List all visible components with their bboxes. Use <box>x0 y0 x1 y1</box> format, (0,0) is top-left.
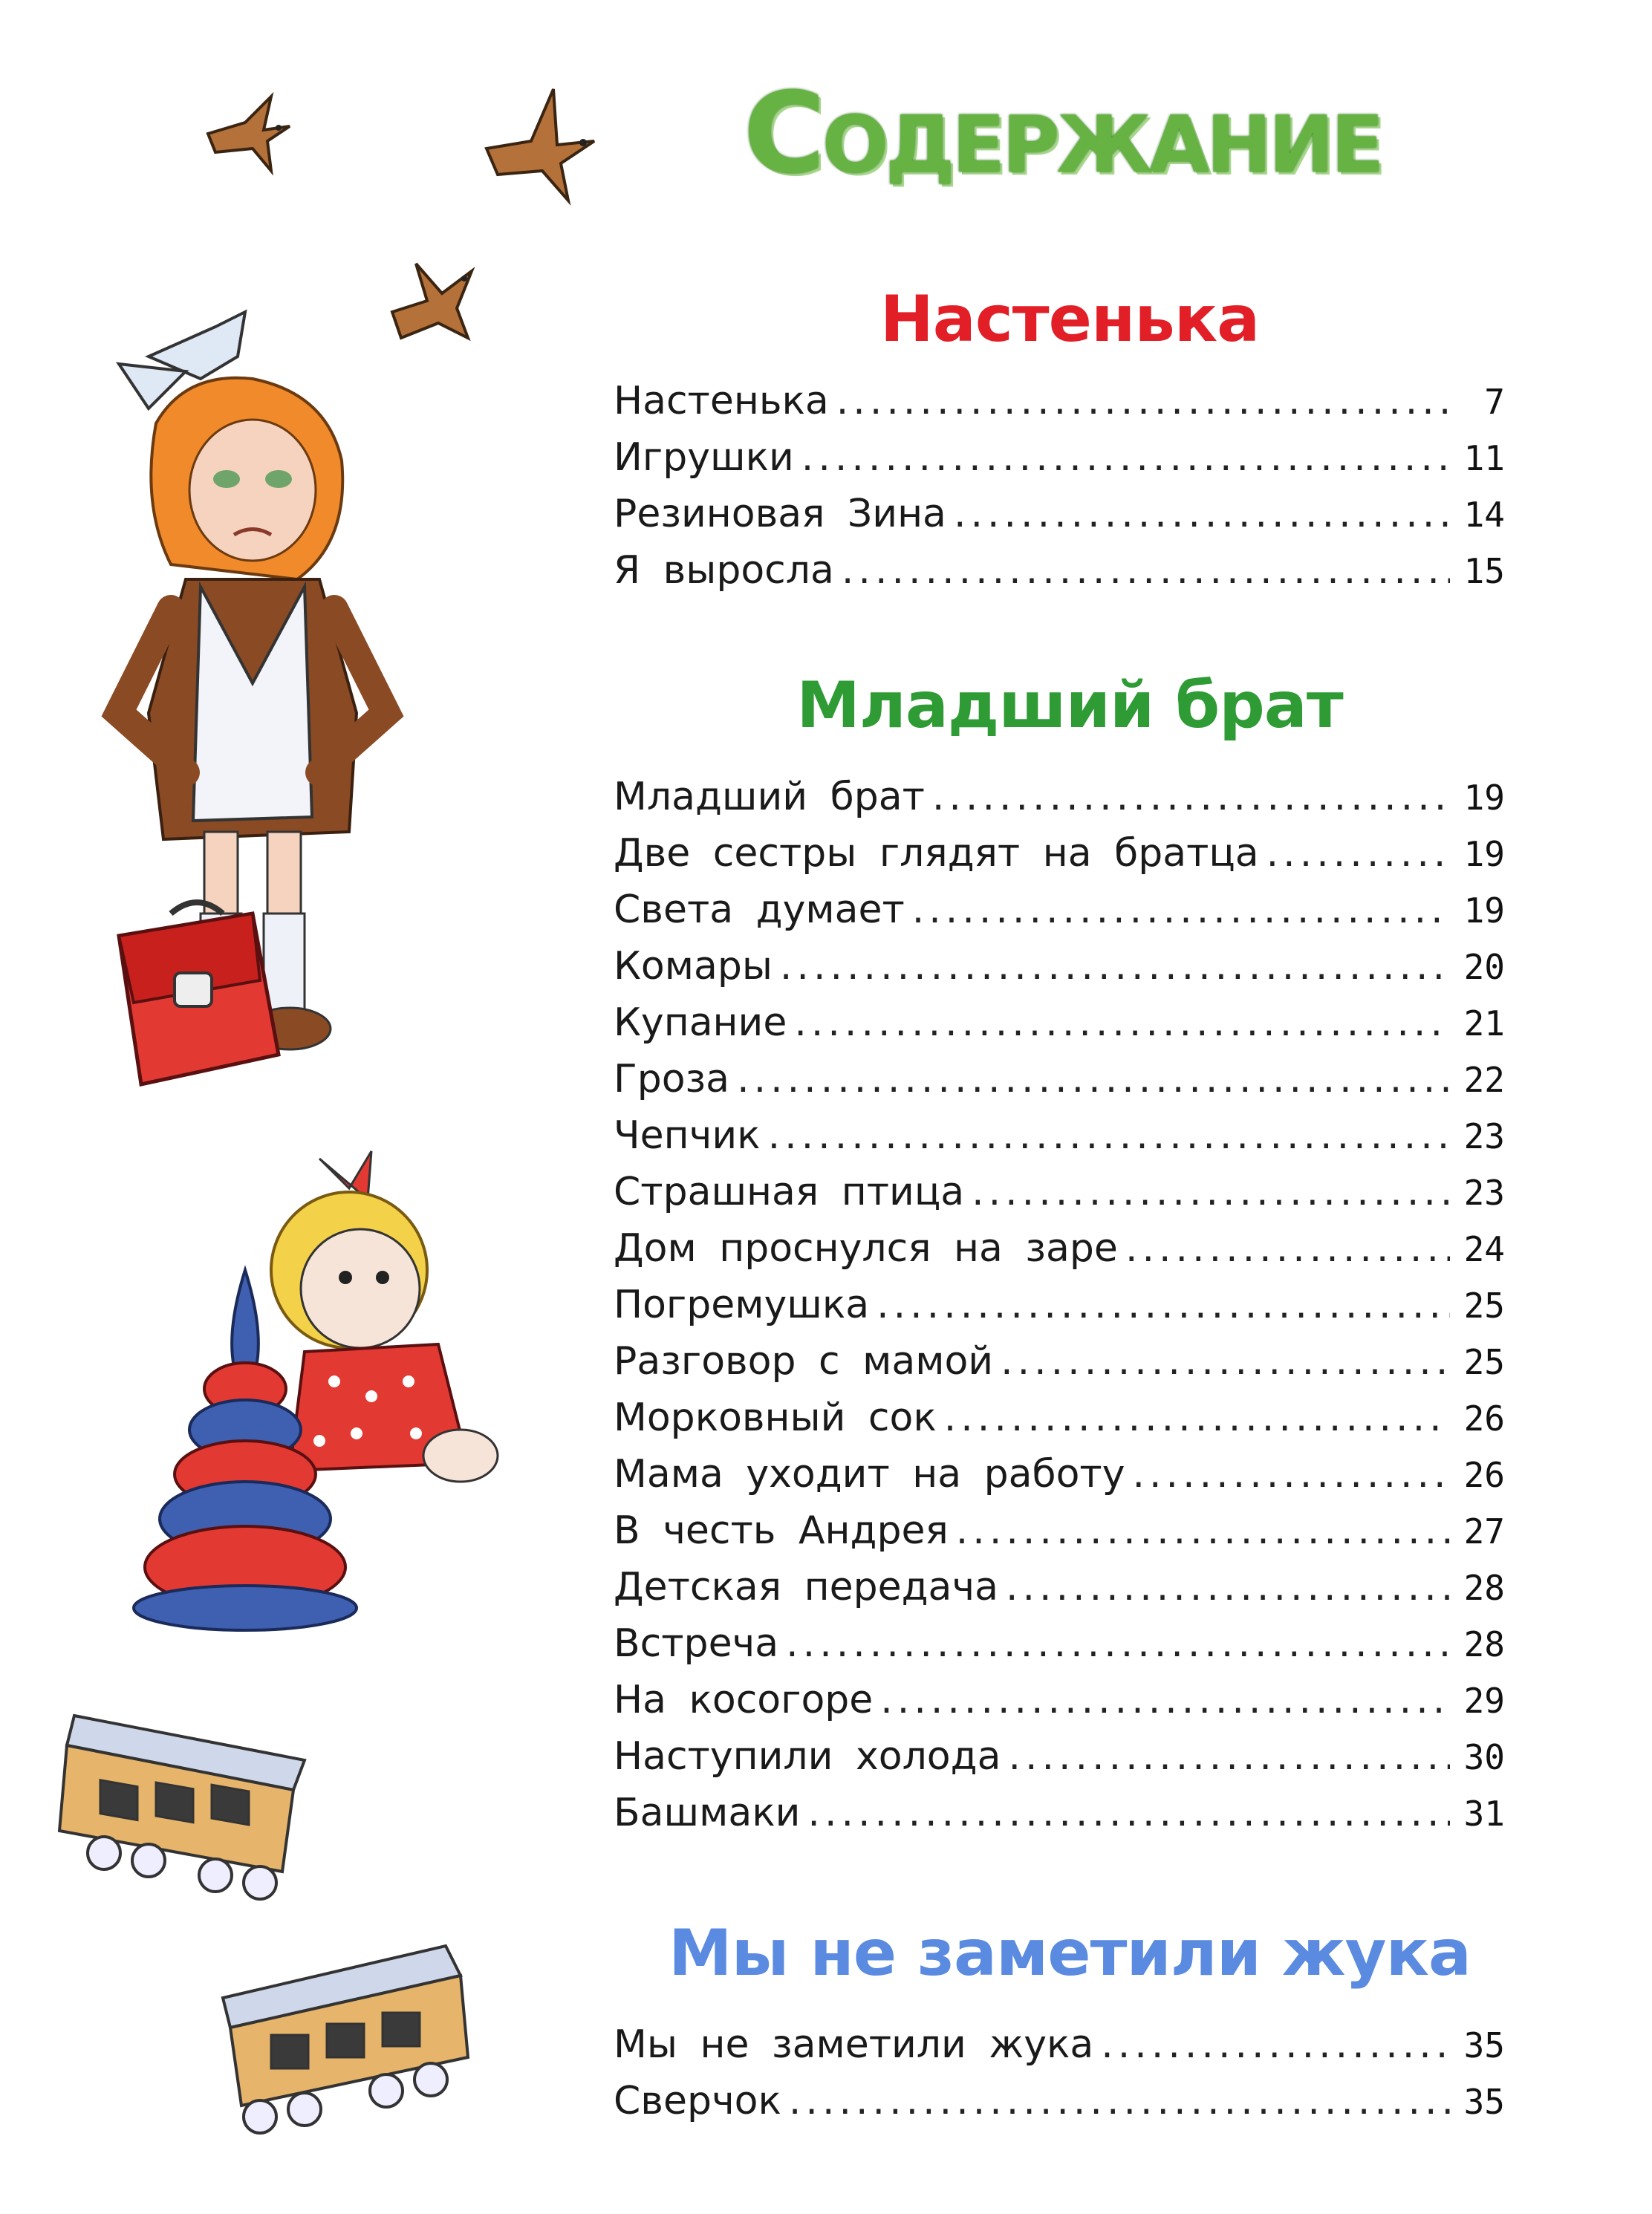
entry-page-number: 19 <box>1463 834 1505 874</box>
toc-entry[interactable] <box>614 1728 1505 1785</box>
dot-leader <box>1101 2016 1450 2073</box>
entry-page-number: 27 <box>1463 1511 1505 1552</box>
dot-leader <box>880 1672 1450 1728</box>
dot-leader <box>842 542 1450 599</box>
entry-page-number: 23 <box>1463 1116 1505 1156</box>
section-heading-nastenka: Настенька <box>879 282 1260 356</box>
toc-entry[interactable] <box>614 882 1505 938</box>
dot-leader <box>789 2073 1450 2129</box>
dot-leader <box>786 1615 1450 1672</box>
entry-title: В честь Андрея <box>614 1508 949 1553</box>
entry-title: Я выросла <box>614 548 834 593</box>
entry-title: Детская передача <box>614 1565 998 1609</box>
dot-leader <box>737 1051 1450 1107</box>
dot-leader <box>912 882 1450 938</box>
dot-leader <box>954 486 1450 542</box>
toc-entry[interactable] <box>614 2016 1505 2073</box>
entry-page-number: 24 <box>1463 1229 1505 1269</box>
toc-entry[interactable] <box>614 1051 1505 1107</box>
dot-leader <box>836 373 1450 429</box>
entry-title: Дом проснулся на заре <box>614 1226 1118 1271</box>
toc-entry[interactable] <box>614 938 1505 994</box>
entry-page-number: 31 <box>1463 1794 1505 1834</box>
toc-entry[interactable] <box>614 1164 1505 1220</box>
entry-page-number: 7 <box>1484 382 1505 422</box>
dot-leader <box>1001 1333 1450 1390</box>
entry-title: Две сестры глядят на братца <box>614 831 1259 876</box>
entry-page-number: 28 <box>1463 1568 1505 1608</box>
entry-page-number: 35 <box>1463 2025 1505 2065</box>
entry-page-number: 21 <box>1463 1003 1505 1043</box>
entry-page-number: 30 <box>1463 1737 1505 1777</box>
entry-title: Чепчик <box>614 1113 761 1158</box>
toc-entry[interactable] <box>614 1785 1505 1841</box>
entry-page-number: 28 <box>1463 1624 1505 1664</box>
toc-entry[interactable] <box>614 825 1505 882</box>
toc-entry[interactable] <box>614 1333 1505 1390</box>
entry-title: Света думает <box>614 888 905 932</box>
dot-leader <box>1133 1446 1451 1502</box>
entry-title: На косогоре <box>614 1678 874 1722</box>
entry-title: Резиновая Зина <box>614 492 946 536</box>
dot-leader <box>944 1390 1450 1446</box>
entry-title: Наступили холода <box>614 1734 1001 1779</box>
entry-page-number: 15 <box>1463 551 1505 591</box>
dot-leader <box>877 1277 1450 1333</box>
entry-page-number: 26 <box>1463 1399 1505 1439</box>
toc-entry[interactable] <box>614 1446 1505 1502</box>
entry-page-number: 25 <box>1463 1342 1505 1382</box>
entry-title: Встреча <box>614 1621 779 1666</box>
entry-page-number: 11 <box>1463 438 1505 478</box>
entry-page-number: 25 <box>1463 1286 1505 1326</box>
page-title: Содержание <box>743 69 1382 198</box>
toc-entry[interactable] <box>614 373 1505 429</box>
dot-leader <box>807 1785 1450 1841</box>
entry-page-number: 23 <box>1463 1173 1505 1213</box>
toc-entry[interactable] <box>614 1107 1505 1164</box>
dot-leader <box>1008 1728 1450 1785</box>
entry-title: Разговор с мамой <box>614 1339 994 1384</box>
toc-entry[interactable] <box>614 1220 1505 1277</box>
section-entries-nastenka <box>614 373 1505 599</box>
section-heading-my-ne-zametili-zhuka: Мы не заметили жука <box>669 1916 1471 1990</box>
toc-entry[interactable] <box>614 769 1505 825</box>
entry-title: Мама уходит на работу <box>614 1452 1125 1497</box>
entry-title: Комары <box>614 944 773 989</box>
toc-entry[interactable] <box>614 1502 1505 1559</box>
entry-page-number: 29 <box>1463 1681 1505 1721</box>
section-entries-mladshiy-brat <box>614 769 1505 1841</box>
toc-entry[interactable] <box>614 542 1505 599</box>
toc-entry[interactable] <box>614 1615 1505 1672</box>
entry-title: Морковный сок <box>614 1396 937 1440</box>
dot-leader <box>801 429 1450 486</box>
entry-title: Башмаки <box>614 1791 801 1835</box>
entry-title: Погремушка <box>614 1283 870 1327</box>
section-heading-mladshiy-brat: Младший брат <box>796 668 1343 743</box>
dot-leader <box>794 994 1450 1051</box>
toc-entry[interactable] <box>614 1390 1505 1446</box>
entry-page-number: 26 <box>1463 1455 1505 1495</box>
entry-page-number: 19 <box>1463 891 1505 931</box>
dot-leader <box>956 1502 1450 1559</box>
toc-entry[interactable] <box>614 2073 1505 2129</box>
dot-leader <box>768 1107 1450 1164</box>
toc-entry[interactable] <box>614 1559 1505 1615</box>
entry-title: Сверчок <box>614 2079 781 2123</box>
toc-entry[interactable] <box>614 486 1505 542</box>
dot-leader <box>1266 825 1450 882</box>
dot-leader <box>780 938 1450 994</box>
section-entries-my-ne-zametili-zhuka <box>614 2016 1505 2129</box>
entry-title: Настенька <box>614 379 829 423</box>
dot-leader <box>1125 1220 1450 1277</box>
entry-page-number: 20 <box>1463 947 1505 987</box>
entry-title: Купание <box>614 1000 787 1045</box>
toc-entry[interactable] <box>614 1277 1505 1333</box>
dot-leader <box>932 769 1450 825</box>
entry-title: Мы не заметили жука <box>614 2022 1094 2067</box>
entry-page-number: 19 <box>1463 778 1505 818</box>
entry-page-number: 35 <box>1463 2082 1505 2122</box>
entry-title: Младший брат <box>614 775 925 819</box>
toc-entry[interactable] <box>614 1672 1505 1728</box>
entry-page-number: 22 <box>1463 1060 1505 1100</box>
dot-leader <box>972 1164 1450 1220</box>
entry-page-number: 14 <box>1463 495 1505 535</box>
dot-leader <box>1006 1559 1450 1615</box>
entry-title: Страшная птица <box>614 1170 965 1214</box>
toc-entry[interactable] <box>614 994 1505 1051</box>
entry-title: Гроза <box>614 1057 730 1101</box>
entry-title: Игрушки <box>614 435 794 480</box>
toc-entry[interactable] <box>614 429 1505 486</box>
